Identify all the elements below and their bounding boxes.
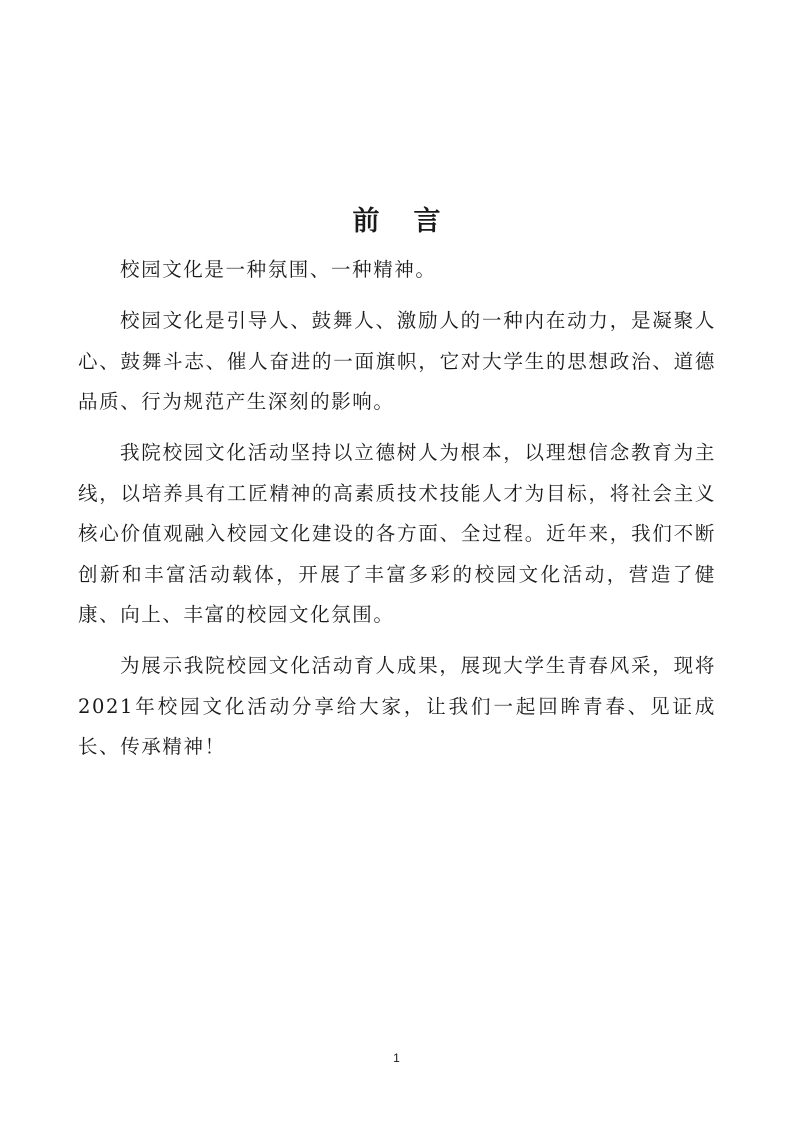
page-number: 1 xyxy=(393,1051,400,1065)
paragraph-3: 我院校园文化活动坚持以立德树人为根本，以理想信念教育为主线，以培养具有工匠精神的高素质技术技能人才为目标，将社会主义核心价值观融入校园文化建设的各方面、全过程。近年来，我们不断创新和丰富活动载体，开展了丰富多彩的校园文化活动，营造了健康、向上、丰富的校园文化氛围。 xyxy=(78,441,716,626)
page-title: 前言 xyxy=(352,206,475,238)
paragraph-1: 校园文化是一种氛围、一种精神。 xyxy=(120,258,437,281)
paragraph-2: 校园文化是引导人、鼓舞人、激励人的一种内在动力，是凝聚人心、鼓舞斗志、催人奋进的一面旗帜，它对大学生的思想政治、道德品质、行为规范产生深刻的影响。 xyxy=(78,309,716,413)
preface-body xyxy=(78,250,716,778)
paragraph-4: 为展示我院校园文化活动育人成果，展现大学生青春风采，现将2021年校园文化活动分享给大家，让我们一起回眸青春、见证成长、传承精神！ xyxy=(78,654,716,758)
